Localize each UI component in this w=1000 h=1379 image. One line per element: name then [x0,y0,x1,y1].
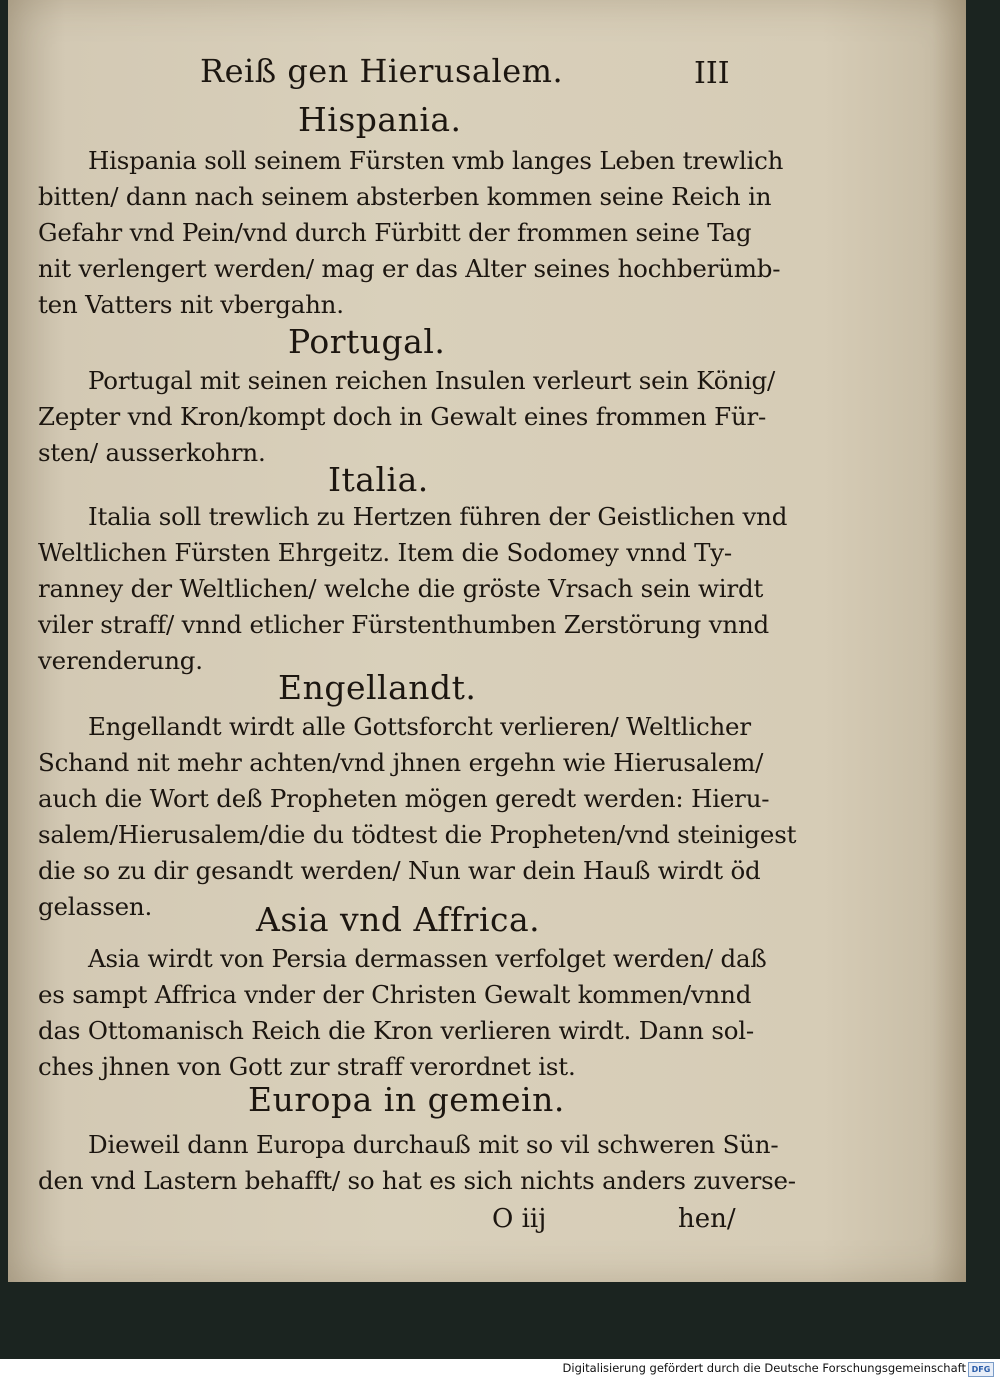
text-line: ches jhnen von Gott zur straff verordnet ist. [38,1052,576,1081]
text-line: nit verlengert werden/ mag er das Alter seines hochberümb- [38,254,781,283]
page-edge-shadow [932,0,966,1282]
text-line: Dieweil dann Europa durchauß mit so vil schweren Sün- [88,1130,779,1159]
running-head: Reiß gen Hierusalem. [200,52,564,90]
section-heading: Portugal. [288,322,446,361]
text-line: Schand nit mehr achten/vnd jhnen ergehn wie Hierusalem/ [38,748,764,777]
signature-mark: O iij [492,1204,547,1234]
text-line: Hispania soll seinem Fürsten vmb langes Leben trewlich [88,146,784,175]
text-line: es sampt Affrica vnder der Christen Gewalt kommen/vnnd [38,980,752,1009]
text-line: das Ottomanisch Reich die Kron verlieren wirdt. Dann sol- [38,1016,754,1045]
text-line: ranney der Weltlichen/ welche die gröste Vrsach sein wirdt [38,574,764,603]
folio-number: III [694,56,730,91]
text-line: Zepter vnd Kron/kompt doch in Gewalt eines frommen Für- [38,402,767,431]
text-line: Weltlichen Fürsten Ehrgeitz. Item die Sodomey vnnd Ty- [38,538,733,567]
text-line: salem/Hierusalem/die du tödtest die Propheten/vnd steinigest [38,820,797,849]
text-line: Portugal mit seinen reichen Insulen verleurt sein König/ [88,366,776,395]
text-line: Italia soll trewlich zu Hertzen führen der Geistlichen vnd [88,502,788,531]
section-heading: Engellandt. [278,668,477,707]
section-heading: Hispania. [298,100,462,139]
text-line: verenderung. [38,646,203,675]
section-heading: Italia. [328,460,429,499]
section-heading: Asia vnd Affrica. [256,900,541,939]
dfg-logo-icon: DFG [968,1362,994,1377]
text-line: viler straff/ vnnd etlicher Fürstenthumben Zerstörung vnnd [38,610,770,639]
text-line: ten Vatters nit vbergahn. [38,290,344,319]
funding-credit: Digitalisierung gefördert durch die Deutsche Forschungsgemeinschaft [562,1361,966,1375]
text-line: Gefahr vnd Pein/vnd durch Fürbitt der frommen seine Tag [38,218,752,247]
catchword: hen/ [678,1204,736,1234]
text-line: die so zu dir gesandt werden/ Nun war dein Hauß wirdt öd [38,856,761,885]
text-line: Asia wirdt von Persia dermassen verfolget werden/ daß [88,944,767,973]
text-line: Engellandt wirdt alle Gottsforcht verlieren/ Weltlicher [88,712,751,741]
text-line: den vnd Lastern behafft/ so hat es sich nichts anders zuverse- [38,1166,796,1195]
text-line: auch die Wort deß Propheten mögen geredt werden: Hieru- [38,784,770,813]
text-line: bitten/ dann nach seinem absterben kommen seine Reich in [38,182,772,211]
text-line: sten/ ausserkohrn. [38,438,266,467]
book-page [8,0,966,1282]
text-line: gelassen. [38,892,153,921]
section-heading: Europa in gemein. [248,1080,565,1119]
